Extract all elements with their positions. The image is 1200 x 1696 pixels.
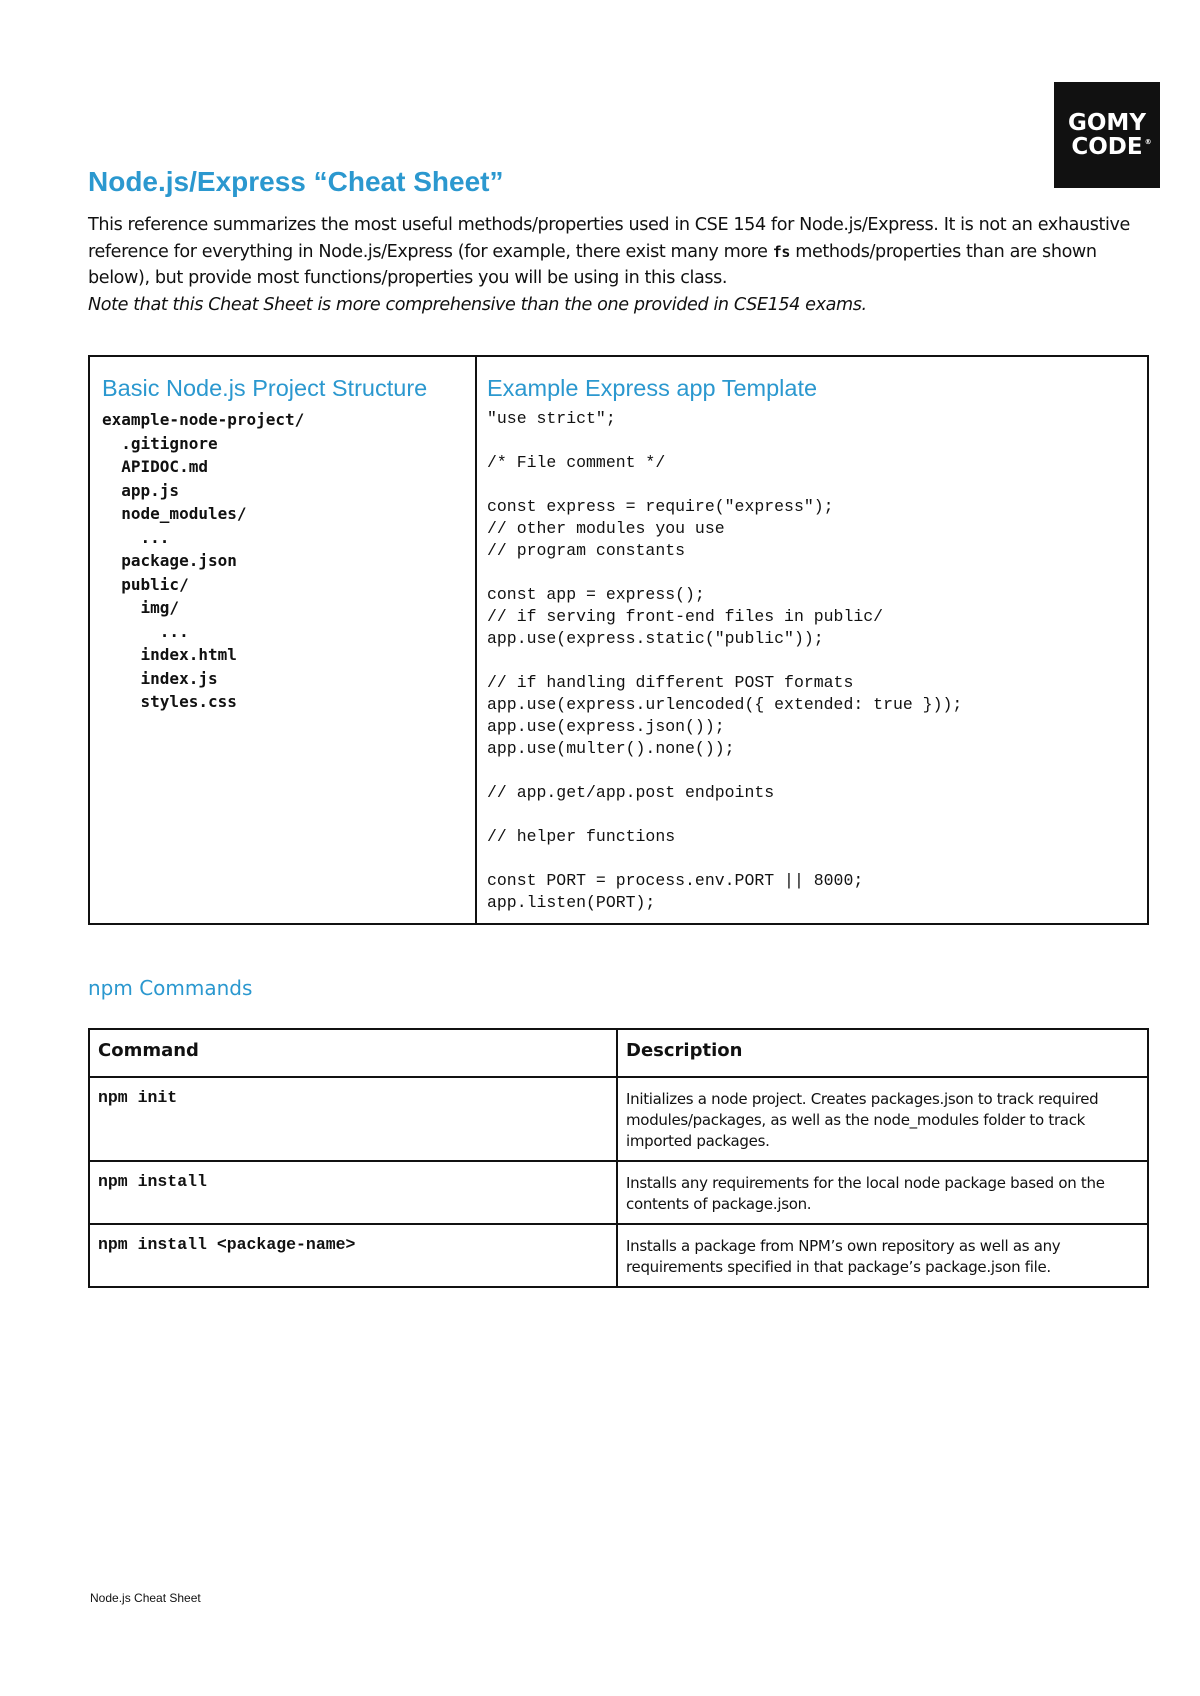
code-line: // other modules you use xyxy=(487,519,725,538)
tree-line: index.js xyxy=(102,668,218,688)
intro-text-1: This reference summarizes the most useful methods/properties used in CSE 154 for Node.js/Express. It is not an exhaustive reference for everything in Node.js/Express (for example, there exist many more xyxy=(88,215,1130,262)
tree-line: index.html xyxy=(102,645,237,664)
code-line: // program constants xyxy=(487,541,686,560)
npm-commands-table xyxy=(88,1028,1149,1288)
code-line: // app.get/app.post endpoints xyxy=(487,783,775,802)
command-cell: npm install <package-name> xyxy=(89,1224,617,1287)
column-header-description: Description xyxy=(617,1029,1148,1077)
code-line xyxy=(487,562,1137,584)
code-line: /* File comment */ xyxy=(487,453,666,472)
table-row xyxy=(89,1077,1148,1161)
code-line: // if serving front-end files in public/ xyxy=(487,607,884,626)
tree-line: app.js xyxy=(102,480,180,500)
page-title: Node.js/Express “Cheat Sheet” xyxy=(88,166,504,197)
tree-line: styles.css xyxy=(102,692,237,711)
logo-registered-mark: ® xyxy=(1144,138,1152,146)
code-line xyxy=(487,650,1137,672)
code-line: const app = express(); xyxy=(487,585,705,604)
table-header-row xyxy=(89,1029,1148,1077)
code-line: const express = require("express"); xyxy=(487,497,834,516)
npm-commands-heading: npm Commands xyxy=(88,976,253,1000)
command-cell: npm init xyxy=(89,1077,617,1161)
tree-line: ... xyxy=(102,621,189,641)
code-line: app.use(express.static("public")); xyxy=(487,629,824,648)
code-line: app.use(express.json()); xyxy=(487,717,725,736)
intro-note: Note that this Cheat Sheet is more comprehensive than the one provided in CSE154 exams. xyxy=(88,294,867,315)
express-template-heading: Example Express app Template xyxy=(487,375,818,401)
code-line: // helper functions xyxy=(487,827,676,846)
description-cell: Initializes a node project. Creates packages.json to track required modules/packages, as well as the node_modules folder to track imported packages. xyxy=(617,1077,1148,1161)
column-header-command: Command xyxy=(89,1029,617,1077)
intro-text-2: methods/properties than are shown below), but provide most functions/properties you will be using in this class. xyxy=(88,241,1097,288)
description-cell: Installs any requirements for the local node package based on the contents of package.json. xyxy=(617,1161,1148,1224)
tree-line: img/ xyxy=(102,598,180,617)
description-cell: Installs a package from NPM’s own repository as well as any requirements specified in that package’s package.json file. xyxy=(617,1224,1148,1287)
command-cell: npm install xyxy=(89,1161,617,1224)
code-line: app.use(express.urlencoded({ extended: true })); xyxy=(487,695,963,714)
project-structure-heading: Basic Node.js Project Structure xyxy=(102,375,428,401)
project-structure-column xyxy=(90,357,477,923)
logo-line-2-text: CODE xyxy=(1071,134,1143,160)
tree-line: node_modules/ xyxy=(102,504,247,523)
tree-line: ... xyxy=(102,527,170,547)
logo-line-1: GOMY xyxy=(1068,110,1146,136)
code-line: // if handling different POST formats xyxy=(487,673,854,692)
code-line: const PORT = process.env.PORT || 8000; xyxy=(487,871,864,890)
code-line: "use strict"; xyxy=(487,409,616,428)
intro-paragraph xyxy=(88,212,1148,318)
table-row xyxy=(89,1224,1148,1287)
tree-line: public/ xyxy=(102,574,189,594)
tree-line: package.json xyxy=(102,551,237,570)
code-line xyxy=(487,430,1137,452)
express-template-column xyxy=(477,357,1147,923)
code-line xyxy=(487,760,1137,782)
tree-line: example-node-project/ xyxy=(102,410,305,429)
page-footer: Node.js Cheat Sheet xyxy=(90,1591,201,1605)
tree-line: APIDOC.md xyxy=(102,457,208,476)
tree-line: .gitignore xyxy=(102,433,218,453)
code-line: app.listen(PORT); xyxy=(487,893,656,912)
table-row xyxy=(89,1161,1148,1224)
gomycode-logo xyxy=(1054,82,1160,188)
code-line xyxy=(487,474,1137,496)
logo-line-2 xyxy=(1071,134,1152,160)
code-line xyxy=(487,804,1137,826)
code-line xyxy=(487,848,1137,870)
structure-template-box xyxy=(88,355,1149,925)
code-line: app.use(multer().none()); xyxy=(487,739,735,758)
intro-code-fs: fs xyxy=(772,242,791,261)
